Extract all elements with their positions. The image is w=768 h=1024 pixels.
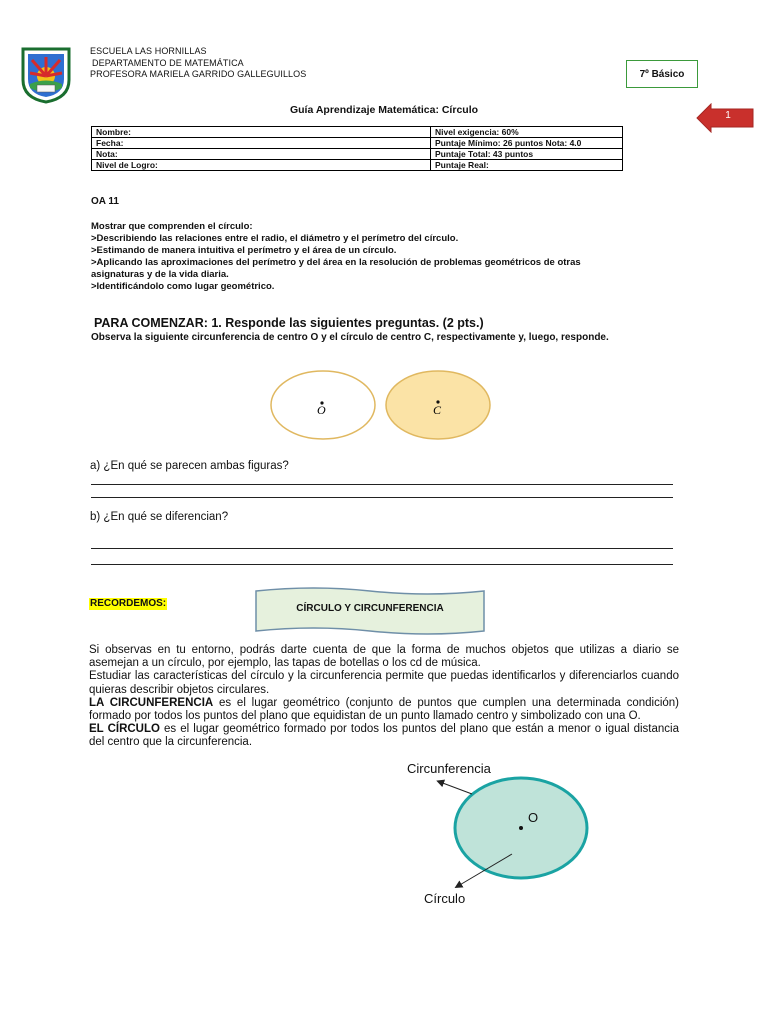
table-cell: Nivel exigencia: 60% — [431, 127, 623, 138]
label-o: O — [317, 403, 326, 417]
objective-line: Mostrar que comprenden el círculo: — [91, 221, 253, 232]
grade-field[interactable]: Nota: — [92, 149, 431, 160]
objective-line: >Describiendo las relaciones entre el radio, el diámetro y el perímetro del círculo. — [91, 233, 459, 244]
page-title: Guía Aprendizaje Matemática: Círculo — [289, 104, 479, 116]
table-row — [92, 127, 623, 138]
objective-code: OA 11 — [91, 196, 119, 207]
answer-line[interactable] — [91, 564, 673, 565]
term-circunferencia: LA CIRCUNFERENCIA — [89, 696, 214, 709]
objective-list — [91, 221, 681, 293]
table-cell: Puntaje Total: 43 puntos — [431, 149, 623, 160]
question-a: a) ¿En qué se parecen ambas figuras? — [90, 460, 289, 472]
table-cell: Puntaje Mínimo: 26 puntos Nota: 4.0 — [431, 138, 623, 149]
circles-figure — [260, 366, 500, 444]
student-info-table — [91, 126, 623, 171]
achievement-field[interactable]: Nivel de Logro: — [92, 160, 431, 171]
name-field[interactable]: Nombre: — [92, 127, 431, 138]
paragraph: Si observas en tu entorno, podrás darte cuenta de que la forma de muchos objetos que utilizas a diario se asemejan a un círculo, por ejemplo, las tapas de botellas o los cd de música. — [89, 644, 679, 670]
school-header — [90, 46, 306, 81]
circumference-pointer — [440, 782, 472, 794]
reminder-text — [89, 644, 679, 750]
date-field[interactable]: Fecha: — [92, 138, 431, 149]
table-row — [92, 160, 623, 171]
term-circulo: EL CÍRCULO — [89, 723, 160, 736]
department-name: DEPARTAMENTO DE MATEMÁTICA — [92, 57, 244, 68]
objective-line: asignaturas y de la vida diaria. — [91, 269, 229, 280]
objective-line: >Aplicando las aproximaciones del perímetro y del área en la resolución de problemas geométricos de otras — [91, 257, 581, 268]
objective-line: >Identificándolo como lugar geométrico. — [91, 281, 275, 292]
label-circunferencia: Circunferencia — [407, 761, 491, 776]
teacher-name: PROFESORA MARIELA GARRIDO GALLEGUILLOS — [90, 69, 307, 79]
instruction-text: Observa la siguiente circunferencia de centro O y el círculo de centro C, respectivamente y, luego, responde. — [91, 332, 609, 343]
table-row — [92, 149, 623, 160]
recordemos-label: RECORDEMOS: — [90, 598, 167, 609]
paragraph: Estudiar las características del círculo y la circunferencia permite que puedas identificarlos y diferenciarlos cuando quieras describir objetos circulares. — [89, 670, 679, 696]
page-number: 1 — [725, 110, 731, 121]
answer-line[interactable] — [91, 497, 673, 498]
label-center-o: O — [528, 810, 539, 825]
table-row — [92, 138, 623, 149]
answer-line[interactable] — [91, 548, 673, 549]
grade-label: 7º Básico — [639, 68, 685, 80]
paragraph — [89, 723, 679, 749]
definition-text: es el lugar geométrico (conjunto de puntos que cumplen una determinada condición) formado por todos los puntos del plano que equidistan de un punto llamado centro y simbolizado con una O. — [89, 696, 679, 723]
section-heading: PARA COMENZAR: 1. Responde las siguientes preguntas. (2 pts.) — [94, 316, 484, 330]
label-c: C — [433, 403, 442, 417]
definition-text: es el lugar geométrico formado por todos los puntos del plano que están a menor o igual distancia del centro que la circunferencia. — [89, 723, 679, 749]
center-dot — [519, 826, 523, 830]
banner-title: CÍRCULO Y CIRCUNFERENCIA — [296, 603, 444, 614]
circle-diagram — [400, 760, 600, 910]
objective-line: >Estimando de manera intuitiva el perímetro y el área de un círculo. — [91, 245, 397, 256]
paragraph — [89, 697, 679, 723]
score-field[interactable]: Puntaje Real: — [431, 160, 623, 171]
label-circulo: Círculo — [424, 891, 466, 906]
answer-line[interactable] — [91, 484, 673, 485]
school-logo — [20, 46, 72, 104]
school-name: ESCUELA LAS HORNILLAS — [90, 46, 207, 56]
question-b: b) ¿En qué se diferencian? — [90, 511, 229, 523]
grade-box — [626, 60, 698, 88]
